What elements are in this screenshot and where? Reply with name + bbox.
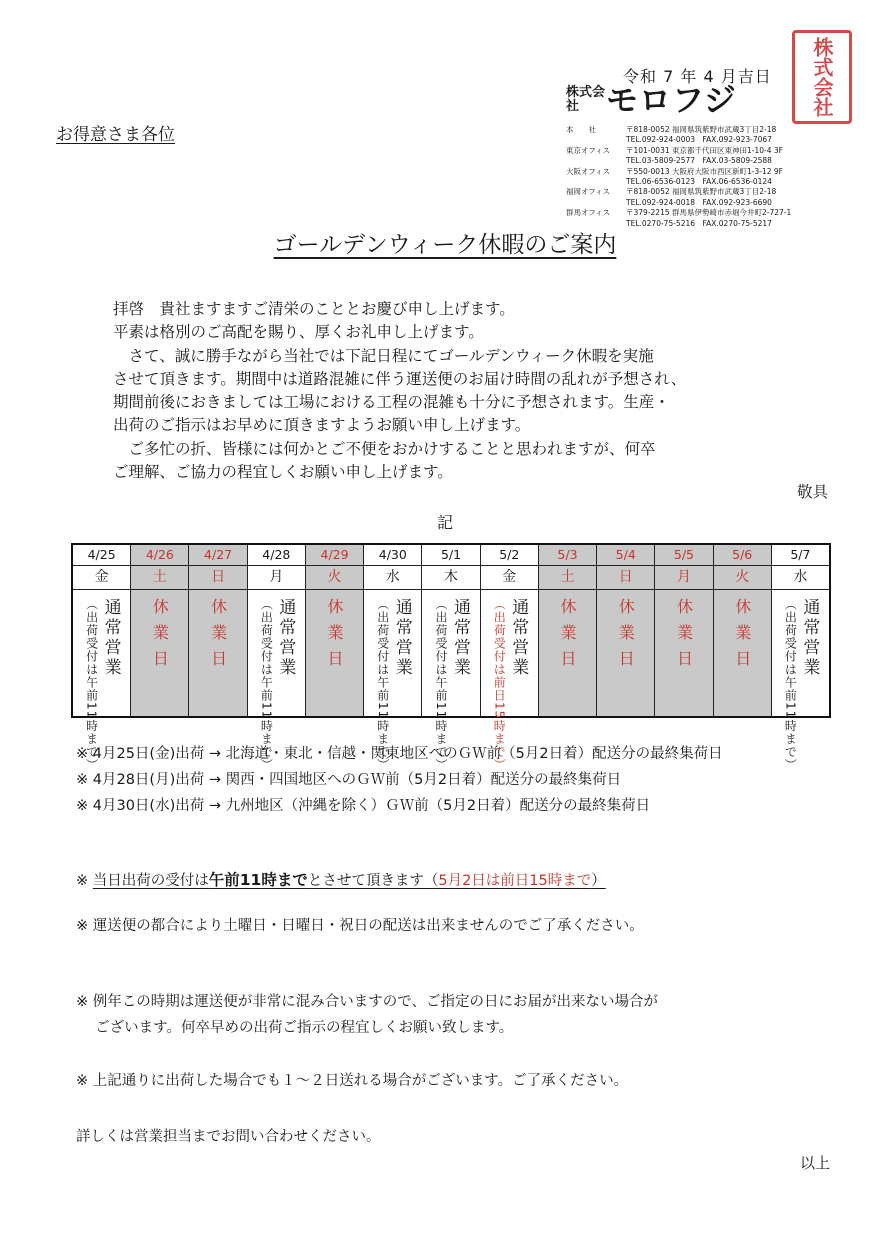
schedule-day bbox=[73, 545, 130, 772]
schedule-day bbox=[654, 545, 712, 716]
office-label: 大阪オフィス bbox=[566, 166, 611, 176]
schedule-note: （出荷受付は前日15時まで） bbox=[492, 598, 507, 772]
office-label-spacer bbox=[566, 135, 626, 145]
shipping-notes bbox=[76, 741, 723, 819]
delay-notice bbox=[76, 1068, 628, 1094]
schedule-day bbox=[130, 545, 188, 716]
office-phone-row bbox=[566, 177, 832, 187]
schedule-day bbox=[771, 545, 829, 772]
cutoff-notice: ※ 当日出荷の受付は午前11時までとさせて頂きます（5月2日は前日15時まで） bbox=[76, 871, 606, 889]
schedule-note: （出荷受付は午前11時まで） bbox=[375, 598, 390, 772]
document-date: 令和 7 年 4 月吉日 bbox=[623, 67, 772, 86]
company-name: モロフジ bbox=[606, 81, 737, 119]
office-list bbox=[566, 125, 832, 229]
schedule-weekday: 水 bbox=[772, 566, 829, 590]
schedule-status: 休業日 bbox=[732, 598, 752, 676]
schedule-status-cell bbox=[539, 590, 596, 716]
busy-period-notice bbox=[76, 989, 658, 1041]
schedule-date: 5/3 bbox=[539, 545, 596, 566]
schedule-weekday: 土 bbox=[131, 566, 188, 590]
schedule-weekday: 水 bbox=[364, 566, 421, 590]
office-label-spacer bbox=[566, 198, 626, 208]
schedule-weekday: 火 bbox=[306, 566, 363, 590]
schedule-day bbox=[596, 545, 654, 716]
schedule-status-cell bbox=[772, 590, 829, 771]
schedule-status: 通常営業 bbox=[508, 598, 529, 678]
schedule-weekday: 火 bbox=[714, 566, 771, 590]
shipping-note: ※ 4月25日(金)出荷 → 北海道・東北・信越・関東地区へのＧＷ前（5月2日着）配送分の最終集荷日 bbox=[76, 746, 723, 762]
office-phone: TEL.03-5809-2577 FAX.03-5809-2588 bbox=[626, 156, 772, 166]
schedule-status: 通常営業 bbox=[450, 598, 471, 678]
letter-body bbox=[113, 298, 833, 484]
office-label: 福岡オフィス bbox=[566, 187, 611, 197]
schedule-date: 4/30 bbox=[364, 545, 421, 566]
schedule-date: 5/5 bbox=[655, 545, 712, 566]
schedule-date: 5/6 bbox=[714, 545, 771, 566]
schedule-date: 4/28 bbox=[248, 545, 305, 566]
notice-line: ※ 上記通りに出荷した場合でも１～２日送れる場合がございます。ご了承ください。 bbox=[76, 1073, 629, 1089]
schedule-status: 休業日 bbox=[150, 598, 170, 676]
office-address-row bbox=[566, 146, 832, 156]
body-line: 拝啓 貴社ますますご清栄のこととお慶び申し上げます。 bbox=[113, 300, 515, 318]
schedule-status: 通常営業 bbox=[391, 598, 412, 678]
end-mark: 以上 bbox=[799, 1154, 830, 1172]
schedule-weekday: 木 bbox=[422, 566, 479, 590]
office-address: 〒379-2215 群馬県伊勢崎市赤堀今井町2-727-1 bbox=[626, 208, 792, 218]
schedule-day bbox=[538, 545, 596, 716]
office-address-row bbox=[566, 208, 832, 218]
schedule-status: 休業日 bbox=[325, 598, 345, 676]
schedule-date: 4/25 bbox=[73, 545, 130, 566]
schedule-status: 通常営業 bbox=[100, 598, 121, 678]
delivery-notice bbox=[76, 913, 644, 939]
office-label: 本 社 bbox=[566, 125, 596, 134]
schedule-status: 休業日 bbox=[208, 598, 228, 676]
body-line: さて、誠に勝手ながら当社では下記日程にてゴールデンウィーク休暇を実施 bbox=[113, 346, 654, 365]
schedule-date: 5/4 bbox=[597, 545, 654, 566]
contact-note: 詳しくは営業担当までお問い合わせください。 bbox=[76, 1129, 381, 1145]
schedule-date: 5/2 bbox=[481, 545, 538, 566]
schedule-date: 4/27 bbox=[189, 545, 246, 566]
schedule-note: （出荷受付は午前11時まで） bbox=[259, 598, 274, 772]
schedule-status-cell bbox=[131, 590, 188, 716]
schedule-weekday: 日 bbox=[189, 566, 246, 590]
body-line: 平素は格別のご高配を賜り、厚くお礼申し上げます。 bbox=[113, 323, 484, 342]
office-address-row bbox=[566, 167, 832, 177]
office-address: 〒818-0052 福岡県筑紫野市武蔵3丁目2-18 bbox=[626, 187, 777, 197]
schedule-weekday: 月 bbox=[248, 566, 305, 590]
schedule-note: （出荷受付は午前11時まで） bbox=[434, 598, 449, 772]
schedule-note: （出荷受付は午前11時まで） bbox=[783, 598, 798, 772]
schedule-date: 4/26 bbox=[131, 545, 188, 566]
notice-line: ※ 運送便の都合により土曜日・日曜日・祝日の配送は出来ませんのでご了承ください。 bbox=[76, 918, 644, 934]
office-address-row bbox=[566, 125, 832, 135]
company-logo bbox=[566, 81, 826, 119]
body-line: 期間前後におきましては工場における工程の混雑も十分に予想されます。生産・ bbox=[113, 393, 670, 412]
office-phone-row bbox=[566, 198, 832, 208]
schedule-day bbox=[363, 545, 421, 772]
office-phone-row bbox=[566, 156, 832, 166]
schedule-status: 通常営業 bbox=[799, 598, 820, 678]
schedule-status-cell bbox=[189, 590, 246, 716]
office-label: 東京オフィス bbox=[566, 145, 611, 155]
schedule-day bbox=[713, 545, 771, 716]
shipping-note: ※ 4月30日(水)出荷 → 九州地区（沖縄を除く）ＧＷ前（5月2日着）配送分の最終集荷日 bbox=[76, 798, 651, 814]
addressee: お得意さま各位 bbox=[56, 125, 175, 145]
office-address: 〒101-0031 東京都千代田区東神田1-10-4 3F bbox=[626, 145, 783, 155]
schedule-day bbox=[421, 545, 479, 772]
company-seal: 株式会社 bbox=[792, 30, 852, 124]
notice-line: ※ 例年この時期は運送便が非常に混み合いますので、ご指定の日にお届が出来ない場合が bbox=[76, 994, 658, 1010]
company-kabushiki: 株式会社 bbox=[566, 85, 606, 114]
schedule-status-cell bbox=[597, 590, 654, 716]
office-label: 群馬オフィス bbox=[566, 208, 611, 218]
closing-salutation: 敬具 bbox=[796, 483, 828, 501]
page-title: ゴールデンウィーク休暇のご案内 bbox=[273, 232, 617, 258]
schedule-date: 4/29 bbox=[306, 545, 363, 566]
office-address-row bbox=[566, 187, 832, 197]
body-line: 出荷のご指示はお早めに頂きますようお願い申し上げます。 bbox=[113, 416, 531, 435]
schedule-weekday: 金 bbox=[73, 566, 130, 590]
office-phone: TEL.0270-75-5216 FAX.0270-75-5217 bbox=[626, 218, 772, 228]
body-line: ご多忙の折、皆様には何かとご不便をおかけすることと思われますが、何卒 bbox=[113, 439, 656, 458]
schedule-day bbox=[188, 545, 246, 716]
schedule-weekday: 土 bbox=[539, 566, 596, 590]
office-label-spacer bbox=[566, 177, 626, 187]
office-phone: TEL.06-6536-0123 FAX.06-6536-0124 bbox=[626, 177, 772, 187]
schedule-weekday: 金 bbox=[481, 566, 538, 590]
body-line: させて頂きます。期間中は道路混雑に伴う運送便のお届け時間の乱れが予想され、 bbox=[113, 369, 687, 388]
office-address: 〒550-0013 大阪府大阪市西区新町1-3-12 9F bbox=[626, 166, 783, 176]
schedule-day bbox=[305, 545, 363, 716]
shipping-note: ※ 4月28日(月)出荷 → 関西・四国地区へのＧＷ前（5月2日着）配送分の最終集荷日 bbox=[76, 772, 622, 788]
schedule-weekday: 日 bbox=[597, 566, 654, 590]
schedule-day bbox=[480, 545, 538, 772]
ki-heading: 記 bbox=[436, 513, 453, 532]
schedule-day bbox=[247, 545, 305, 772]
notice-line: ございます。何卒早めの出荷ご指示の程宜しくお願い致します。 bbox=[76, 1020, 514, 1036]
schedule-status-cell bbox=[655, 590, 712, 716]
office-label-spacer bbox=[566, 156, 626, 166]
schedule-date: 5/1 bbox=[422, 545, 479, 566]
schedule-status: 通常営業 bbox=[275, 598, 296, 678]
office-address: 〒818-0052 福岡県筑紫野市武蔵3丁目2-18 bbox=[626, 125, 777, 134]
schedule-status: 休業日 bbox=[557, 598, 577, 676]
schedule-status: 休業日 bbox=[616, 598, 636, 676]
office-phone-row bbox=[566, 135, 832, 145]
schedule-date: 5/7 bbox=[772, 545, 829, 566]
schedule-weekday: 月 bbox=[655, 566, 712, 590]
schedule-note: （出荷受付は午前11時まで） bbox=[84, 598, 99, 772]
office-phone: TEL.092-924-0003 FAX.092-923-7067 bbox=[626, 135, 772, 145]
body-line: ご理解、ご協力の程宜しくお願い申し上げます。 bbox=[113, 463, 453, 482]
office-phone: TEL.092-924-0018 FAX.092-923-6690 bbox=[626, 197, 772, 207]
schedule-status-cell bbox=[306, 590, 363, 716]
schedule-status-cell bbox=[714, 590, 771, 716]
schedule-status: 休業日 bbox=[674, 598, 694, 676]
